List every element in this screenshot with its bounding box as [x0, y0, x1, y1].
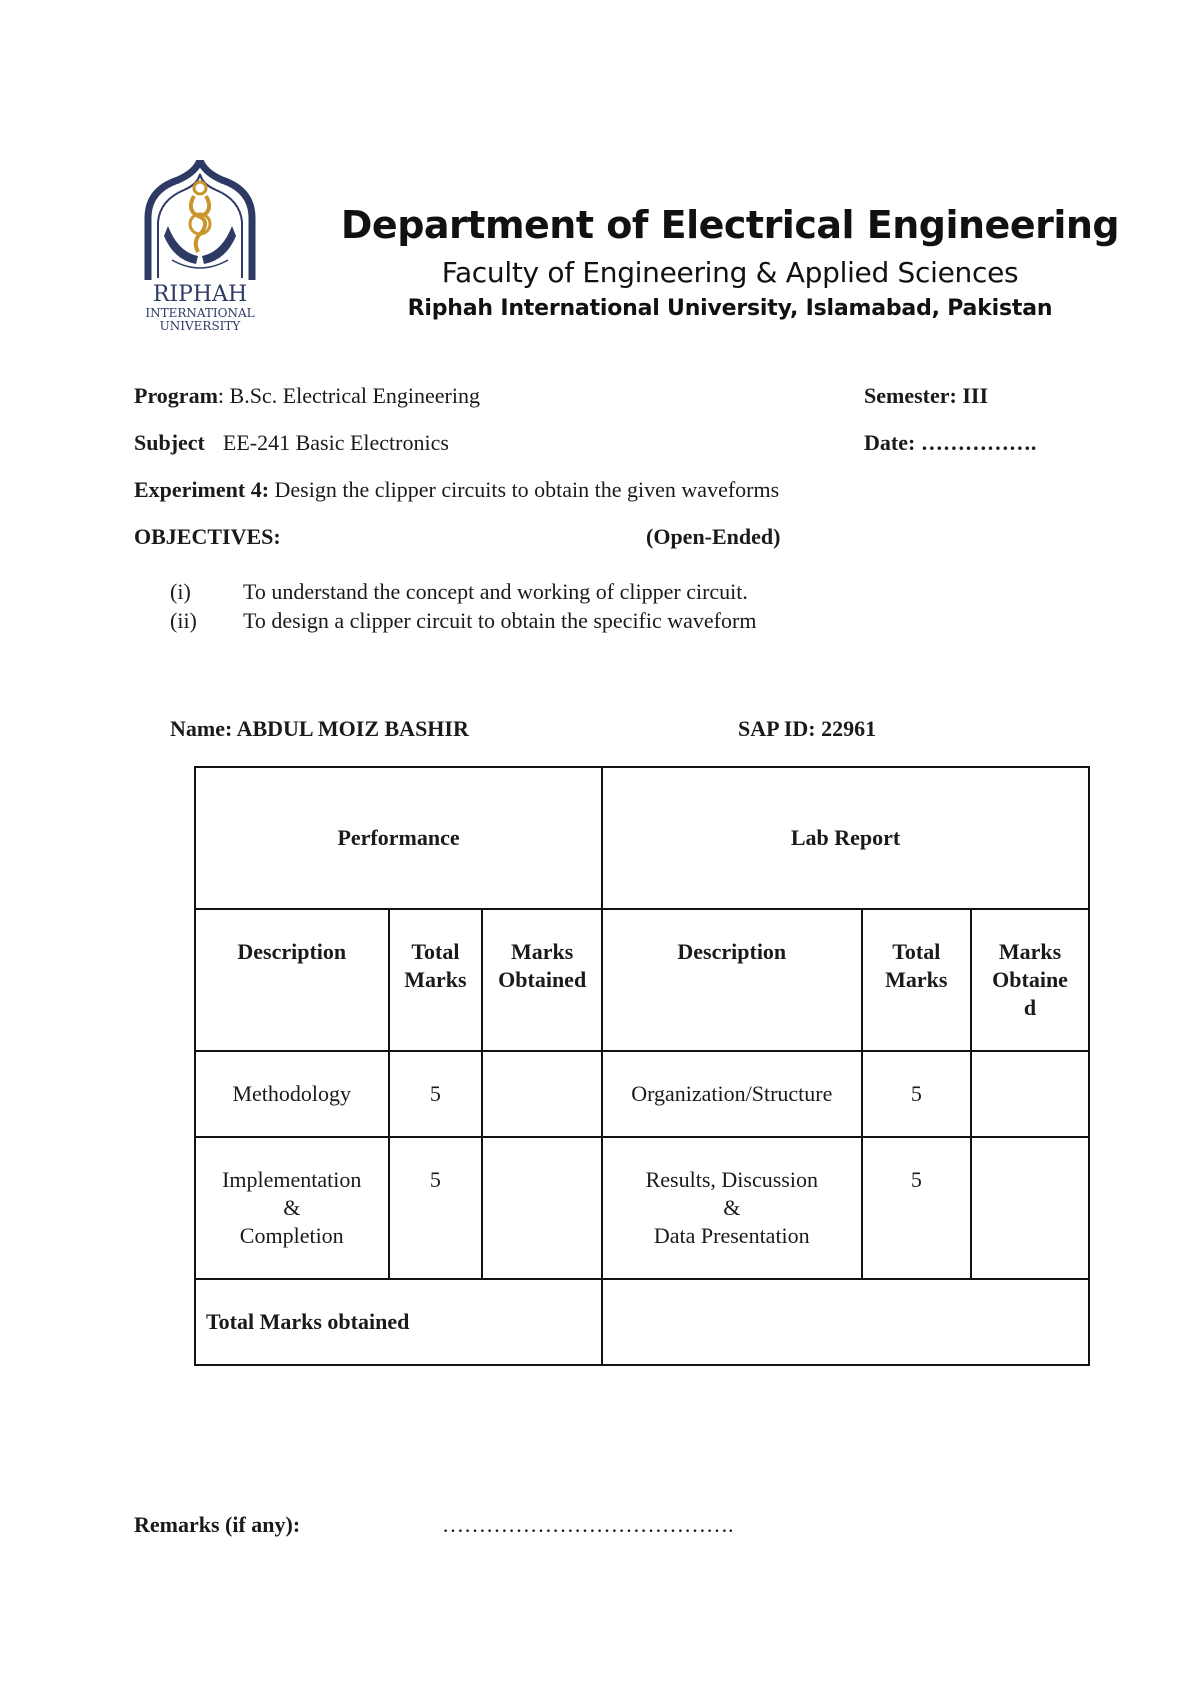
experiment-line — [134, 477, 779, 503]
performance-header: Performance — [195, 767, 602, 909]
semester-label: Semester: — [864, 383, 957, 408]
table-header-row — [195, 767, 1089, 909]
university-logo — [138, 160, 262, 332]
date-label: Date: — [864, 430, 916, 455]
lab-total-marks: 5 — [862, 1051, 972, 1137]
performance-description-header: Description — [195, 909, 389, 1051]
performance-marks-obtained[interactable] — [482, 1051, 602, 1137]
subject-line — [134, 430, 449, 456]
lab-marks-obtained[interactable] — [971, 1051, 1089, 1137]
performance-description: Implementation & Completion — [195, 1137, 389, 1279]
semester-value: III — [956, 383, 989, 408]
remarks-label: Remarks (if any): — [134, 1512, 301, 1537]
open-ended-label: (Open-Ended) — [646, 524, 781, 549]
objective-text: To understand the concept and working of clipper circuit. — [243, 579, 748, 604]
student-name-line — [170, 716, 469, 742]
sap-id-line — [738, 716, 876, 742]
program-line — [134, 383, 480, 409]
name-value: ABDUL MOIZ BASHIR — [232, 716, 469, 741]
sap-value: 22961 — [815, 716, 877, 741]
remarks-value[interactable]: …………………………………. — [442, 1512, 734, 1537]
table-row — [195, 1137, 1089, 1279]
date-value: ……………. — [915, 430, 1037, 455]
date-line — [864, 430, 1036, 456]
program-value: : B.Sc. Electrical Engineering — [217, 383, 480, 408]
program-label: Program — [134, 383, 218, 408]
lab-marks-obtained[interactable] — [971, 1137, 1089, 1279]
experiment-value: Design the clipper circuits to obtain the given waveforms — [269, 477, 780, 502]
lab-marks-obtained-header: Marks Obtaine d — [971, 909, 1089, 1051]
performance-description: Methodology — [195, 1051, 389, 1137]
subject-label: Subject — [134, 430, 205, 455]
faculty-title: Faculty of Engineering & Applied Sciences — [441, 256, 1019, 289]
department-title: Department of Electrical Engineering — [340, 203, 1120, 247]
table-row — [195, 1051, 1089, 1137]
lab-report-header: Lab Report — [602, 767, 1089, 909]
logo-text-riphah: RIPHAH — [152, 282, 248, 307]
marks-table — [194, 766, 1090, 1366]
lab-description: Organization/Structure — [602, 1051, 861, 1137]
performance-total-marks-header: Total Marks — [389, 909, 483, 1051]
lab-description: Results, Discussion & Data Presentation — [602, 1137, 861, 1279]
lab-total-marks: 5 — [862, 1137, 972, 1279]
lab-total-marks-header: Total Marks — [862, 909, 972, 1051]
performance-marks-obtained-header: Marks Obtained — [482, 909, 602, 1051]
objective-number: (i) — [170, 579, 191, 604]
logo-text-international: INTERNATIONAL — [145, 306, 255, 320]
experiment-label: Experiment 4: — [134, 477, 270, 502]
performance-marks-obtained[interactable] — [482, 1137, 602, 1279]
lab-description-header: Description — [602, 909, 861, 1051]
performance-total-marks: 5 — [389, 1051, 483, 1137]
subject-value: EE-241 Basic Electronics — [222, 430, 449, 455]
sap-label: SAP ID: — [738, 716, 816, 741]
name-label: Name: — [170, 716, 233, 741]
table-subheader-row — [195, 909, 1089, 1051]
objective-text: To design a clipper circuit to obtain the specific waveform — [243, 608, 757, 633]
semester-line — [864, 383, 988, 409]
performance-total-marks: 5 — [389, 1137, 483, 1279]
total-marks-value[interactable] — [602, 1279, 1089, 1365]
objectives-heading: OBJECTIVES: — [134, 524, 281, 549]
total-marks-label: Total Marks obtained — [195, 1279, 602, 1365]
university-title: Riphah International University, Islamabad, Pakistan — [407, 296, 1053, 321]
table-total-row — [195, 1279, 1089, 1365]
logo-text-university: UNIVERSITY — [159, 319, 241, 332]
objective-number: (ii) — [170, 608, 197, 633]
